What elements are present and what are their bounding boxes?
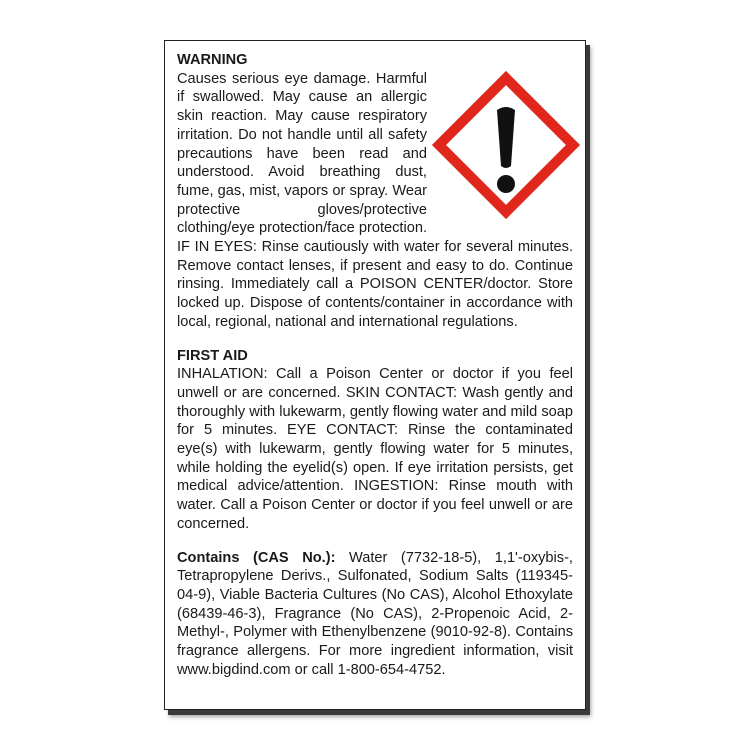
label-content [177, 51, 573, 680]
safety-label [164, 40, 586, 710]
first-aid-title: FIRST AID [177, 347, 248, 364]
contains-paragraph [177, 549, 573, 680]
first-aid-text: INHALATION: Call a Poison Center or doctor if you feel unwell or are concerned. SKIN CONTACT: Wash gently and thoroughly with lukewarm, gently flowing water and mild soap for 5 minutes. EYE CONTACT: Rinse the contaminated eye(s) with lukewarm, gently flowing water for 5 minutes, while holding the eyelid(s) open. If eye irritation persists, get medical advice/attention. INGESTION: Rinse mouth with water. Call a Poison Center or doctor if you feel unwell or are concerned. [177, 366, 573, 532]
ghs-exclamation-mark-icon [431, 70, 581, 220]
contains-title: Contains (CAS No.): [177, 549, 336, 566]
section-spacer [177, 534, 573, 549]
warning-text: Causes serious eye damage. Harmful if swallowed. May cause an allergic skin reaction. May cause respiratory irritation. Do not handle until all safety precautions have been read and understood. Avoid breathing dust, fume, gas, mist, vapors or spray. Wear protective gloves/protective clothing/eye protection/face protection. IF IN EYES: Rinse cautiously with water for several minutes. Remove contact lenses, if present and easy to do. Continue rinsing. Immediately call a POISON CENTER/doctor. Store locked up. Dispose of contents/container in accordance with local, regional, national and international regulations. [177, 70, 573, 330]
warning-title: WARNING [177, 52, 248, 68]
section-spacer [177, 332, 573, 347]
contains-text: Water (7732-18-5), 1,1'-oxybis-, Tetrapropylene Derivs., Sulfonated, Sodium Salts (119345-04-9), Viable Bacteria Cultures (No CAS), Alcohol Ethoxylate (68439-46-3), Fragrance (No CAS), 2-Propenoic Acid, 2-Methyl-, Polymer with Ethenylbenzene (9010-92-8). Contains fragrance allergens. For more ingredient information, visit www.bigdind.com or call 1-800-654-4752. [177, 549, 573, 678]
